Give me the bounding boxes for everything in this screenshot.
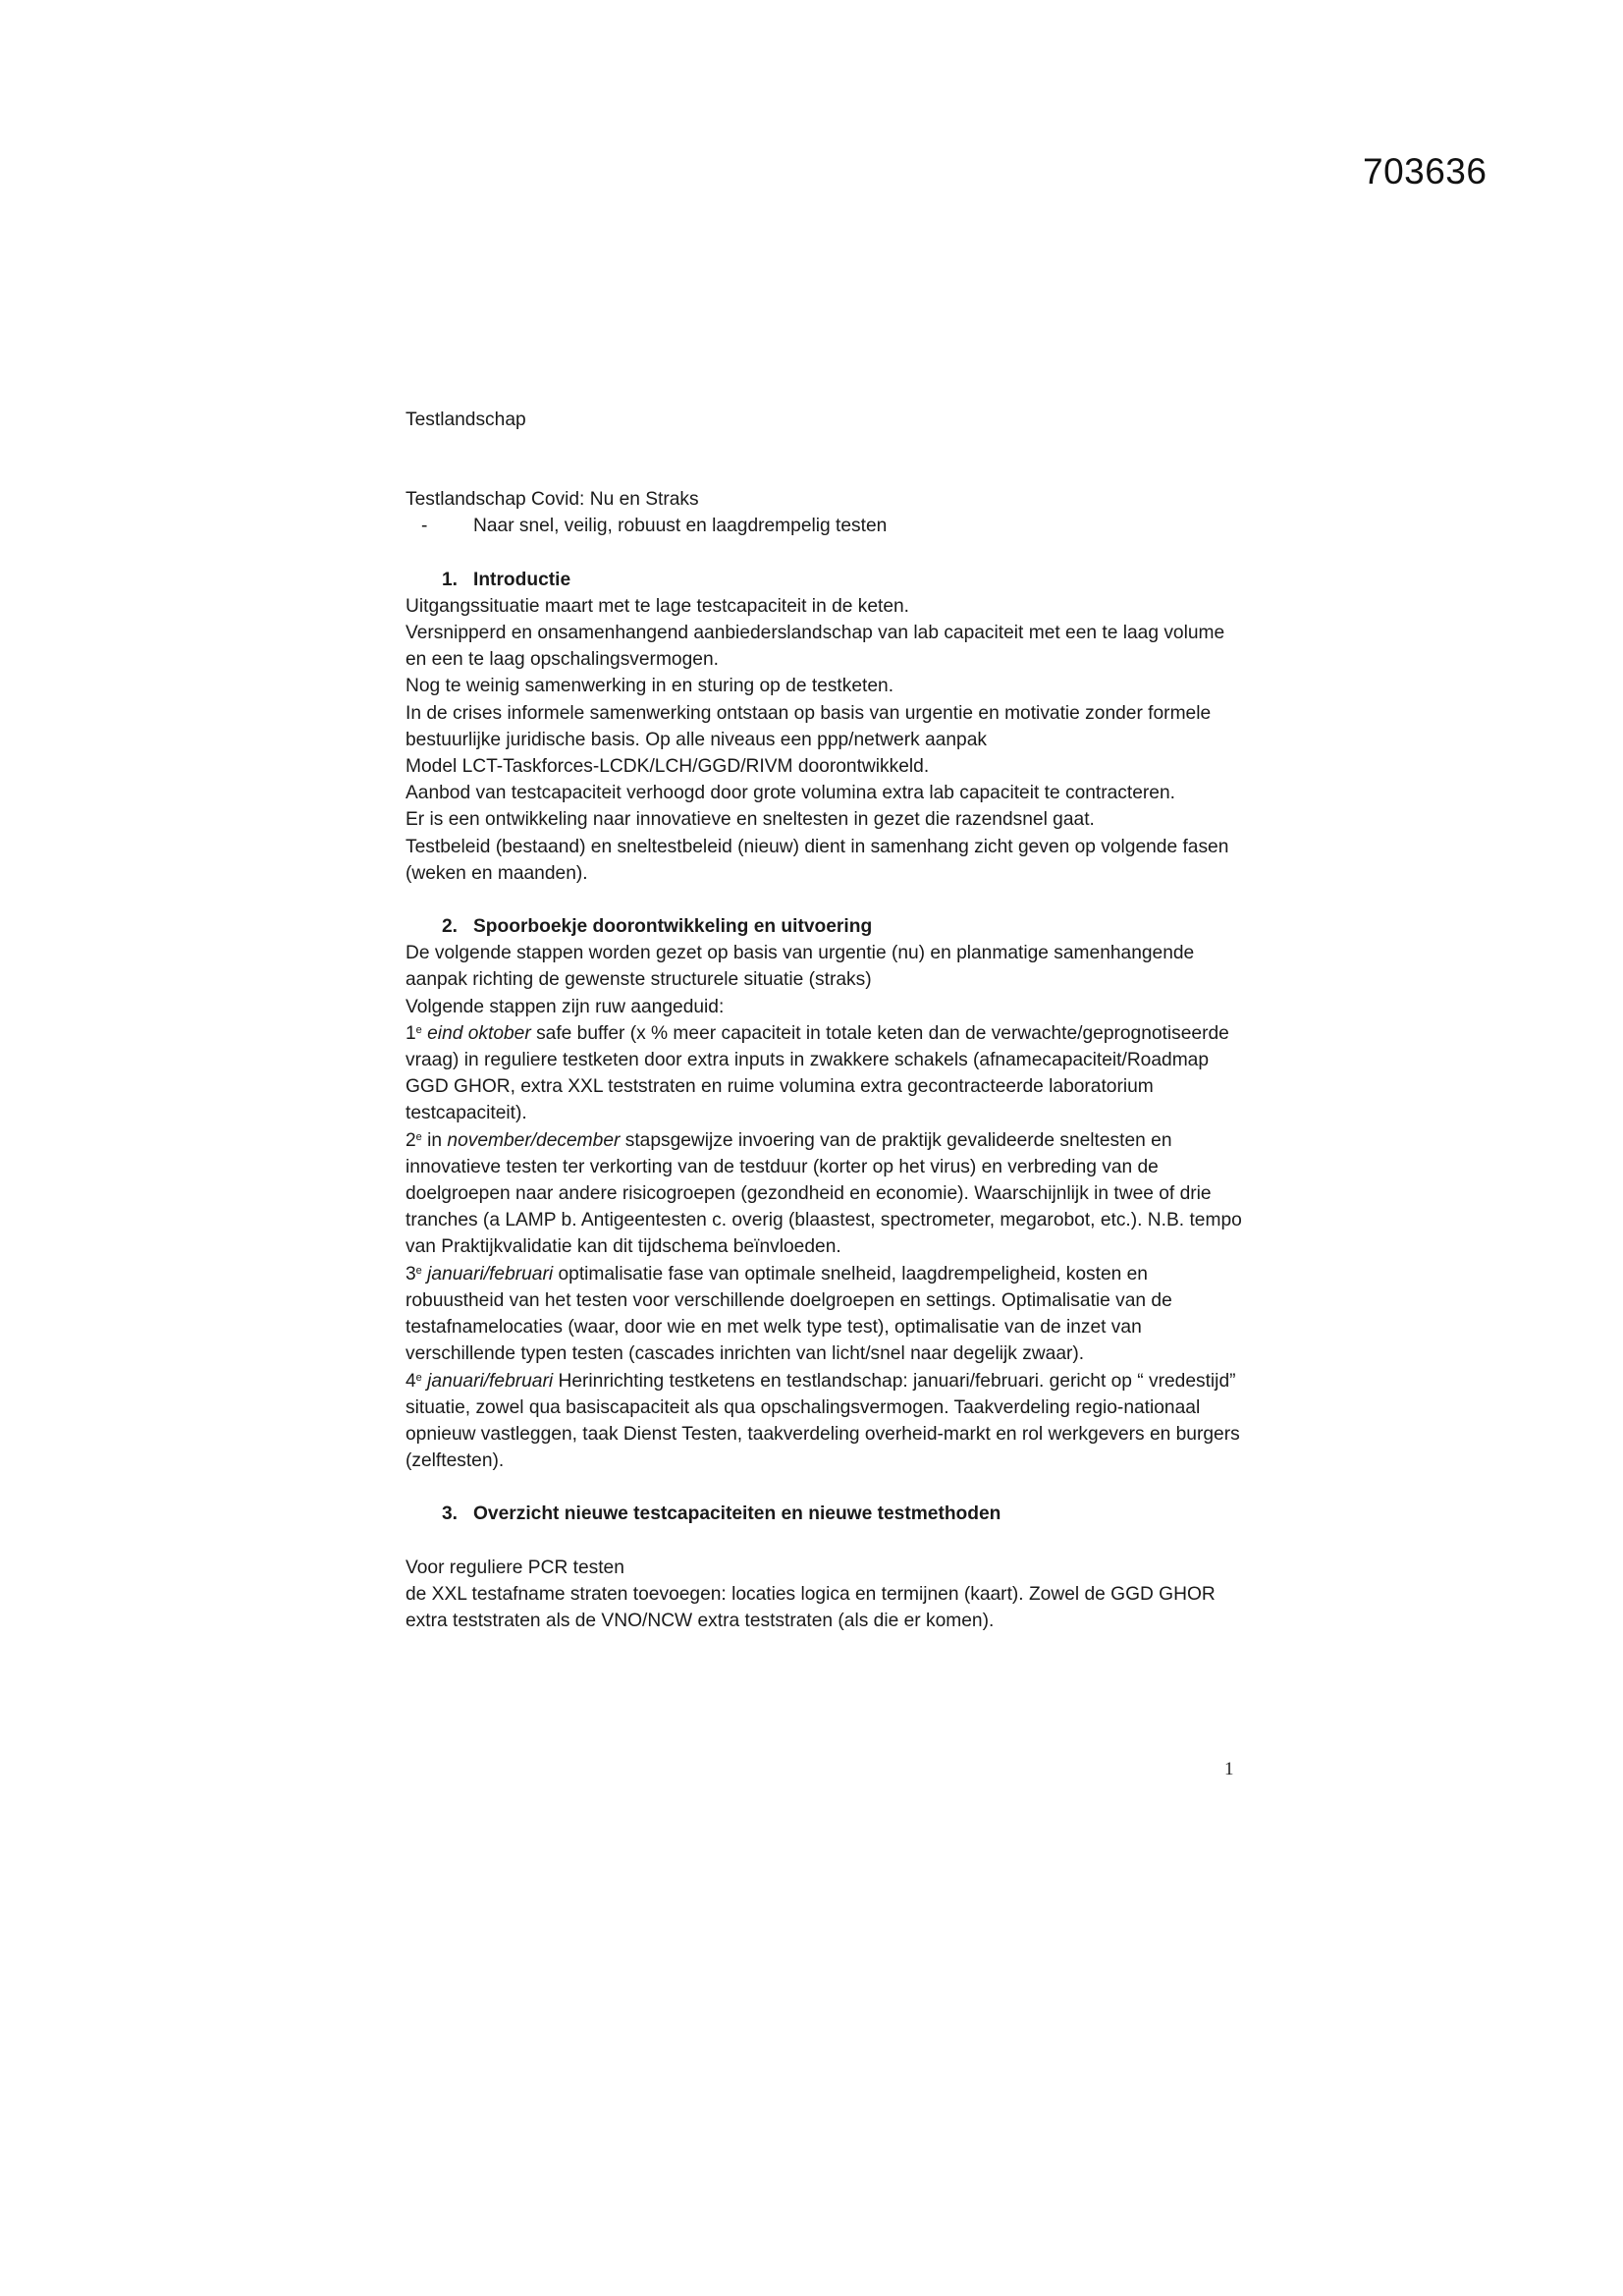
step-paragraph — [406, 1368, 1250, 1475]
paragraph: Versnipperd en onsamenhangend aanbiederslandschap van lab capaciteit met een te laag volume en een te laag opschalingsvermogen. — [406, 623, 1225, 671]
step-ordinal-suffix: e — [415, 1371, 422, 1384]
document-number: 703636 — [1363, 151, 1488, 191]
section-number: 1. — [442, 569, 459, 590]
section-title: Overzicht nieuwe testcapaciteiten en nieuwe testmethoden — [473, 1503, 1001, 1525]
section-title: Introductie — [473, 569, 571, 590]
paragraph: Volgende stappen zijn ruw aangeduid: — [406, 996, 725, 1017]
paragraph: Aanbod van testcapaciteit verhoogd door grote volumina extra lab capaciteit te contracteren. — [406, 783, 1175, 804]
section-title: Spoorboekje doorontwikkeling en uitvoering — [473, 916, 873, 938]
step-ordinal: 4 — [406, 1370, 416, 1392]
step-ordinal: 1 — [406, 1022, 416, 1044]
section-heading-overzicht — [406, 1501, 1250, 1527]
paragraph: Voor reguliere PCR testen — [406, 1557, 624, 1578]
step-paragraph — [406, 1020, 1250, 1127]
step-paragraph — [406, 1261, 1250, 1368]
paragraph: Uitgangssituatie maart met te lage testcapaciteit in de keten. — [406, 595, 910, 617]
step-ordinal: 3 — [406, 1263, 416, 1285]
section-number: 3. — [442, 1503, 459, 1525]
subtitle-item-text: Naar snel, veilig, robuust en laagdrempelig testen — [473, 516, 888, 537]
step-paragraph: 2e in november/december stapsgewijze invoering van de praktijk gevalideerde sneltesten en innovatieve testen ter verkorting van de testduur (korter op het virus) en verbreding van de doelgroepen naar andere risicogroepen (gezondheid en economie). Waarschijnlijk in twee of drie tranches (a LAMP b. Antigeentesten c. overig (blaastest, spectrometer, megarobot, etc.). N.B. tempo van Praktijkvalidatie kan dit tijdschema beïnvloeden. — [406, 1129, 1242, 1258]
paragraph: In de crises informele samenwerking ontstaan op basis van urgentie en motivatie zonder formele bestuurlijke juridische basis. Op alle niveaus een ppp/netwerk aanpak — [406, 702, 1212, 750]
step-text: safe buffer (x % meer capaciteit in totale keten dan de verwachte/geprognotiseerde vraag) in reguliere testketen door extra inputs in zwakkere schakels (afnamecapaciteit/Roadmap GGD GHOR, extra XXL teststraten en ruime volumina extra gecontracteerde laboratorium testcapaciteit). — [406, 1022, 1229, 1124]
step-period: november/december — [447, 1129, 621, 1151]
document-body — [406, 407, 1250, 1634]
step-text: Herinrichting testketens en testlandschap: januari/februari. gericht op “ vredestijd” situatie, zowel qua basiscapaciteit als qua opschalingsvermogen. Taakverdeling regio-nationaal opnieuw vastleggen, taak Dienst Testen, taakverdeling overheid-markt en rol werkgevers en burgers (zelftesten). — [406, 1370, 1240, 1472]
step-text: stapsgewijze invoering van de praktijk gevalideerde sneltesten en innovatieve testen ter verkorting van de testduur (korter op het virus) en verbreding van de doelgroepen naar andere risicogroepen (gezondheid en economie). Waarschijnlijk in twee of drie tranches (a LAMP b. Antigeentesten c. overig (blaastest, spectrometer, megarobot, etc.). N.B. tempo van Praktijkvalidatie kan dit tijdschema beïnvloeden. — [406, 1129, 1242, 1258]
step-period: januari/februari — [427, 1370, 554, 1392]
step-period: eind oktober — [427, 1022, 531, 1044]
paragraph: Nog te weinig samenwerking in en sturing op de testketen. — [406, 676, 894, 697]
section-number: 2. — [442, 916, 459, 938]
section-heading-spoorboekje — [406, 913, 1250, 940]
step-ordinal: 2 — [406, 1129, 416, 1151]
step-period: januari/februari — [427, 1263, 554, 1285]
section-heading-introductie — [406, 567, 1250, 593]
dash-bullet: - — [421, 516, 428, 537]
paragraph: Model LCT-Taskforces-LCDK/LCH/GGD/RIVM doorontwikkeld. — [406, 756, 930, 778]
step-ordinal-suffix: e — [415, 1023, 422, 1036]
page-number: 1 — [1224, 1759, 1234, 1779]
step-ordinal-suffix: e — [415, 1264, 422, 1277]
subtitle-list-item — [406, 513, 1250, 539]
document-subtitle: Testlandschap Covid: Nu en Straks — [406, 489, 699, 511]
document-title: Testlandschap — [406, 410, 526, 430]
paragraph: De volgende stappen worden gezet op basis van urgentie (nu) en planmatige samenhangende aanpak richting de gewenste structurele situatie (straks) — [406, 943, 1195, 991]
step-text: optimalisatie fase van optimale snelheid, laagdrempeligheid, kosten en robuustheid van het testen voor verschillende doelgroepen en settings. Optimalisatie van de testafnamelocaties (waar, door wie en met welk type test), optimalisatie van de inzet van verschillende typen testen (cascades inrichten van licht/snel naar degelijk zwaar). — [406, 1263, 1172, 1365]
step-ordinal-suffix: e — [415, 1130, 422, 1143]
paragraph: de XXL testafname straten toevoegen: locaties logica en termijnen (kaart). Zowel de GGD GHOR extra teststraten als de VNO/NCW extra teststraten (als die er komen). — [406, 1583, 1216, 1631]
paragraph: Er is een ontwikkeling naar innovatieve en sneltesten in gezet die razendsnel gaat. — [406, 809, 1095, 831]
paragraph: Testbeleid (bestaand) en sneltestbeleid (nieuw) dient in samenhang zicht geven op volgende fasen (weken en maanden). — [406, 836, 1229, 884]
